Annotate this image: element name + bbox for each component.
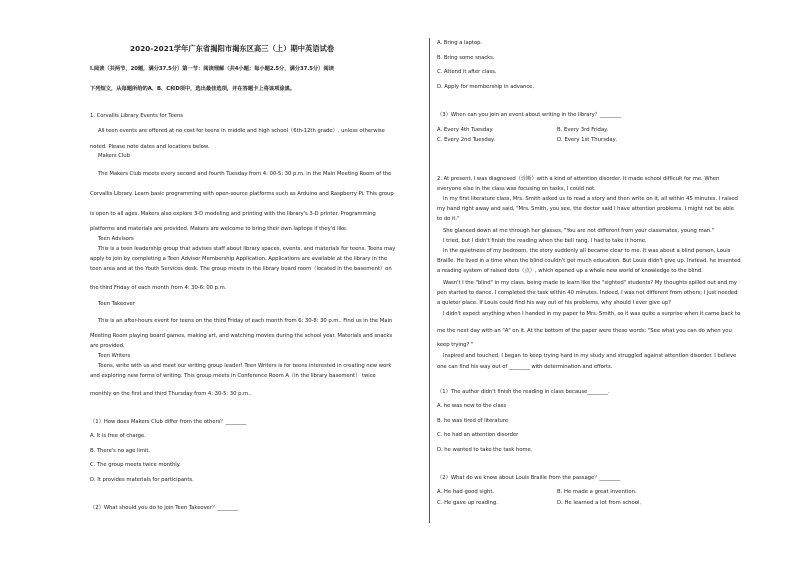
passage2-text: She glanced down at me through her glasses, "You are not different from your classmates, young man." [443,228,715,234]
page-divider [429,38,430,523]
passage2-text: a quieter place. If Louis could find his way out of his problems, why should I ever give up? [437,300,671,306]
passage1-text: apply to join by completing a Teen Advisor Membership Application. Applications are available at the library in the [90,256,388,262]
passage1-text: the third Friday of each month from 4: 30-6: 00 p.m. [90,285,227,291]
option-a[interactable]: A. Every 4th Tuesday. [437,127,494,133]
passage2-text: my hand right away and said, "Mrs. Smith, you see, the doctor said I have attention problems. I might not be able [437,206,734,212]
passage1-text: are provided. [90,343,125,349]
passage1-text: This is an after-hours event for teens on the third Friday of each month from 6: 30-8: 30 p.m.. Find us in the Main [98,318,393,324]
makers-heading: Makers Club [98,153,130,159]
passage1-text: Corvallis Library. Learn basic programming with open-source platforms such as Arduino and Raspberry Pi. This group [90,191,394,197]
writers-heading: Teen Writers [98,353,131,359]
passage1-text: teen area and at the Youth Services desk. The group meets in the library board room（located in the basement）on [90,266,392,272]
passage2-text: I tried, but I didn't finish the reading when the bell rang. I had to take it home. [443,238,647,244]
option-b[interactable]: B. He made a great invention. [557,489,637,495]
option-c[interactable]: C. he had an attention disorder [437,432,519,438]
question-1: （1）How does Makers Club differ from the others？________ [90,419,247,425]
passage1-text: is open to all ages. Makers also explore 3-D modeling and printing with the library's 3-D printer. Programming [90,211,376,217]
passage2-text: a reading system of raised dots（点）, which opened up a whole new world of knowledge to the blind. [437,268,703,274]
left-column [90,0,420,562]
option-b[interactable]: B. Every 3rd Friday. [557,127,609,133]
option-d[interactable]: D. Every 1st Thursday． [557,137,621,143]
takeover-heading: Teen Takeover [98,301,135,307]
passage2-text: pen started to dance. I completed the task within 40 minutes. Indeed, I was not different from others; I just needed [437,290,738,296]
passage2-text: everyone else in the class was focusing on tasks, I could not. [437,186,596,192]
advisors-heading: Teen Advisors [98,236,134,242]
option-a[interactable]: A. Bring a laptop. [437,40,483,46]
right-column [437,0,772,562]
passage2-text: In my first literature class, Mrs. Smith asked us to read a story and then write on it, all within 45 minutes. I raised [443,196,738,202]
passage1-text: and exploring new forms of writing. This group meets in Conference Room A（in the library basement） twice [90,373,376,379]
question-2: （2）What do we know about Louis Braille from the passage？________ [437,475,621,481]
option-b[interactable]: B. Bring some snacks. [437,55,495,61]
passage1-text: The Makers Club meets every second and fourth Tuesday from 4: 00-5: 30 p.m. in the Main Meeting Room of the [98,171,392,177]
passage2-text: Braille. He lived in a time when the blind couldn't get much education. But Louis didn't give up. Instead, he invented [437,258,741,264]
section-instruction: 下列短文，从每题所给的A、B、C和D项中，选出最佳选项，并在答题卡上将该项涂黑。 [90,86,296,92]
option-c[interactable]: C. Attend it after class. [437,69,497,75]
passage2-text: Inspired and touched, I began to keep trying hard in my study and struggled against attention disorder. I believe [443,353,737,359]
question-3: （3）When can you join an event about writing in the library？________ [437,112,621,118]
passage2-text: 2. At present, I was diagnosed（诊断）with a kind of attention disorder. It made school difficult for me. When [437,176,720,182]
option-a[interactable]: A. He had good sight. [437,489,495,495]
passage2-text: one can find his way out of ________ with determination and efforts. [437,364,613,370]
option-d[interactable]: D. he wanted to take the task home． [437,447,536,453]
question-2: （2）What should you do to join Teen Takeover？________ [90,505,239,511]
passage2-text: In the quietness of my bedroom, the story suddenly all became clear to me. It was about a blind person, Louis [443,248,731,254]
option-a[interactable]: A. he was new to the class [437,403,507,409]
option-c[interactable]: C. He gave up reading. [437,500,498,506]
section-heading: I.阅读（共两节，20题，满分37.5分）第一节：阅读理解（共4小题；每小题2.5分，满分37.5分）阅读 [90,66,334,72]
option-c[interactable]: C. The group meets twice monthly. [90,462,181,468]
option-a[interactable]: A. It is free of charge. [90,433,146,439]
passage2-text: to do it." [437,216,460,222]
passage2-text: me the next day with an "A" on it. At the bottom of the paper were these words: "See what you can do when you [437,328,732,334]
passage1-text: Teens, write with us and meet our writing group leader! Teen Writers is for teens interested in creating new work [98,363,392,369]
option-c[interactable]: C. Every 2nd Tuesday. [437,137,496,143]
option-b[interactable]: B. he was tired of literature [437,418,509,424]
passage1-text: All teen events are offered at no cost for teens in middle and high school（6th-12th grade）, unless otherwise [98,128,385,134]
option-d[interactable]: D. He learned a lot from school． [557,500,645,506]
passage1-text: platforms and materials are provided. Makers are welcome to bring their own laptops if they'd like. [90,226,348,232]
passage2-text: I didn't expect anything when I handed in my paper to Mrs. Smith, so it was quite a surprise when it came back to [443,311,741,317]
option-d[interactable]: D. It provides materials for participants． [90,477,198,483]
question-1: （1）The author didn't finish the reading in class because________. [437,389,610,395]
passage2-text: keep trying? " [437,342,474,348]
passage1-text: Meeting Room playing board games, making art, and watching movies during the school year. Materials and snacks [90,333,393,339]
passage1-title: 1. Corvallis Library Events for Teens [90,113,184,119]
option-b[interactable]: B. There's no age limit. [90,448,151,454]
passage1-text: noted. Please note dates and locations below. [90,144,210,150]
option-d[interactable]: D. Apply for membership in advance． [437,84,538,90]
passage2-text: Wasn't I the "blind" in my class, being made to learn like the "sighted" students? My thoughts spilled out and my [443,280,738,286]
passage1-text: monthly on the first and third Thursday from 4: 30-5: 30 p.m.. [90,391,252,397]
passage1-text: This is a teen leadership group that advises staff about library spaces, events, and materials for teens. Teens may [98,246,396,252]
exam-title: 2020-2021学年广东省揭阳市揭东区高三（上）期中英语试卷 [130,44,335,53]
